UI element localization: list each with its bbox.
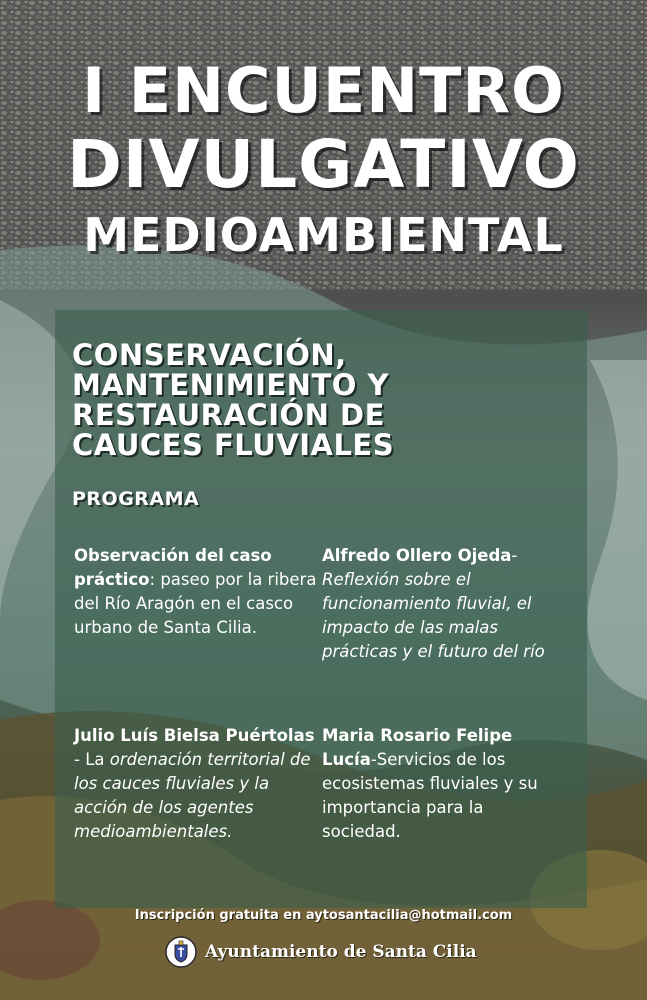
title-line-3: MEDIOAMBIENTAL xyxy=(83,208,564,262)
item-speaker: Maria Rosario Felipe Lucía xyxy=(322,726,513,769)
subtitle-line-3: RESTAURACIÓN DE xyxy=(72,398,385,432)
registration-info: Inscripción gratuita en aytosantacilia@hotmail.com xyxy=(134,908,513,923)
item-text: -Servicios de los ecosistemas fluviales y su importancia para la sociedad. xyxy=(322,750,538,841)
organizer xyxy=(165,935,477,969)
coat-of-arms-icon xyxy=(165,936,197,968)
title-line-2: DIVULGATIVO xyxy=(67,126,580,203)
subtitle-line-2: MANTENIMIENTO Y xyxy=(72,368,389,402)
item-text: : paseo por la ribera del Río Aragón en el casco urbano de Santa Cilia. xyxy=(74,570,317,637)
item-speaker: Alfredo Ollero Ojeda xyxy=(322,546,512,565)
event-title xyxy=(0,54,647,262)
item-speaker: Observación del caso práctico xyxy=(74,546,272,589)
item-separator: - La xyxy=(74,750,110,769)
item-speaker: Julio Luís Bielsa Puértolas xyxy=(74,726,315,745)
item-separator: - xyxy=(511,546,518,565)
program-item-felipe xyxy=(322,724,562,844)
program-item-observacion xyxy=(74,544,318,640)
item-text: Reflexión sobre el funcionamiento fluvial, el impacto de las malas prácticas y el futuro del río xyxy=(322,570,545,661)
program-item-ollero xyxy=(322,544,562,664)
organizer-name: Ayuntamiento de Santa Cilia xyxy=(205,942,477,962)
subtitle-line-4: CAUCES FLUVIALES xyxy=(72,428,395,462)
programa-heading: PROGRAMA xyxy=(72,488,200,510)
subtitle-line-1: CONSERVACIÓN, xyxy=(72,338,347,372)
event-subtitle xyxy=(72,340,592,460)
program-item-bielsa xyxy=(74,724,318,844)
item-text: ordenación territorial de los cauces fluviales y la acción de los agentes medioambientales. xyxy=(74,750,311,841)
title-line-1: I ENCUENTRO xyxy=(82,54,565,127)
